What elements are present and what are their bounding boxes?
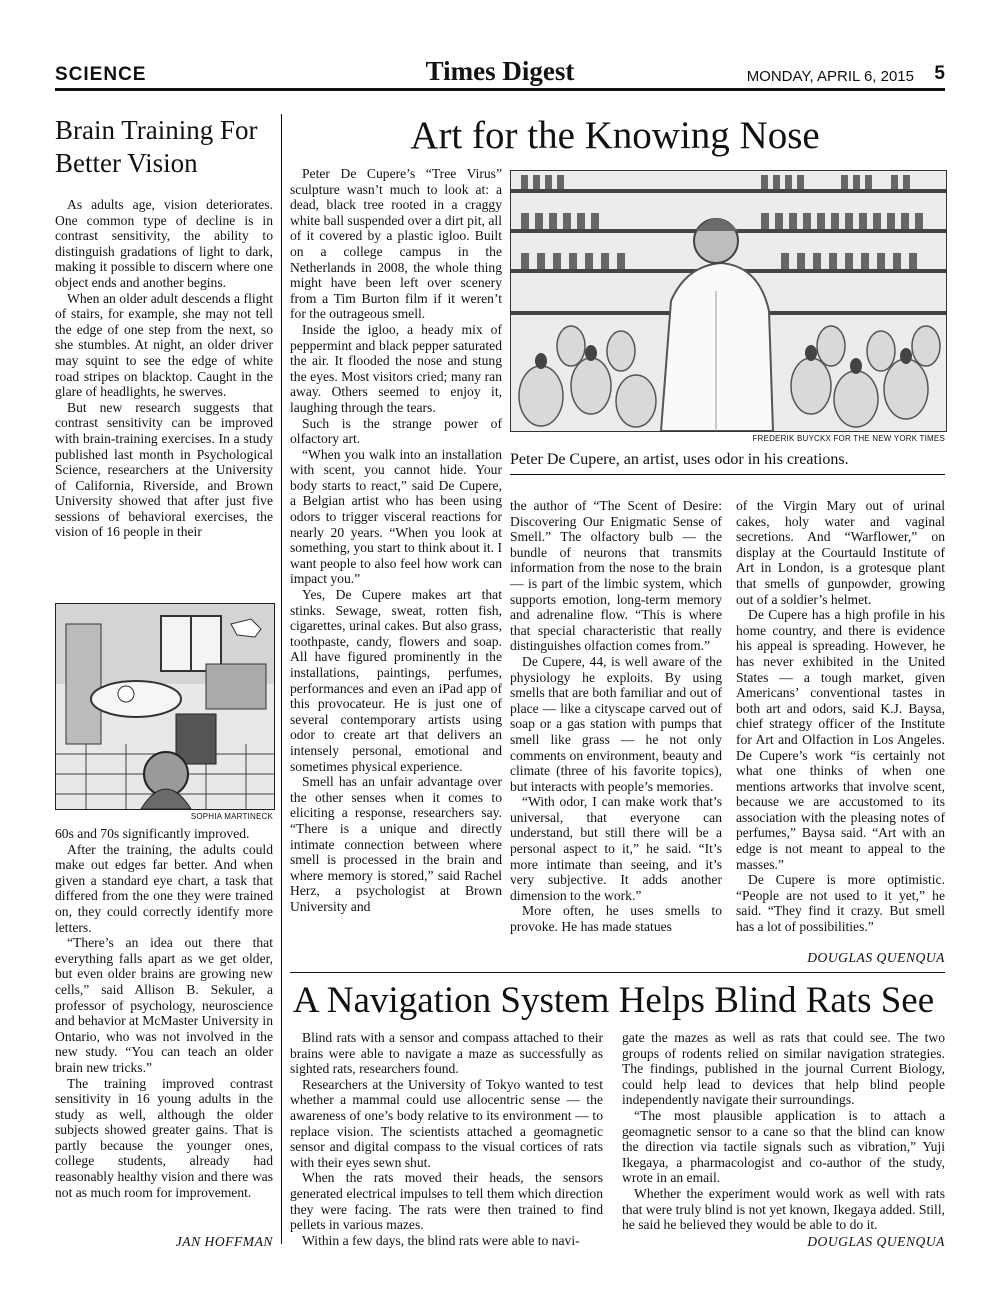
story1-paragraph: 60s and 70s significantly improved. [55, 826, 250, 841]
story3-paragraph: When the rats moved their heads, the sensors generated electrical impulses to tell them which direction they were facing. The rats were then trained to find pellets in various mazes. [290, 1170, 603, 1233]
story2-photo [510, 170, 947, 432]
story2-column-c [736, 498, 945, 935]
story2-paragraph: Peter De Cupere’s “Tree Virus” sculpture wasn’t much to look at: a dead, black tree rooted in a craggy white ball suspended over a dirt pit, all of it covered by a plastic igloo. Built on a college campus in the Netherlands in 2008, the whole thing might have been left over scenery from a Tim Burton film if it weren’t for the outrageous smell. [290, 166, 502, 322]
story2-paragraph: of the Virgin Mary out of urinal cakes, holy water and vaginal secretions. And “Warflower,” on display at the Courtauld Institute of Art in London, is a grotesque plant that smells of gunpowder, growing out of a soldier’s helmet. [736, 498, 945, 607]
story3-headline: A Navigation System Helps Blind Rats See [292, 980, 935, 1021]
story1-column-top [55, 197, 273, 540]
story3-paragraph: Blind rats with a sensor and compass attached to their brains were able to navigate a maze as successfully as sighted rats, researchers found. [290, 1030, 603, 1077]
story1-paragraph: After the training, the adults could make out edges far better. And when given a standard eye chart, a task that differed from the one they were trained on, they could correctly identify more letters. [55, 841, 273, 935]
story1-column-bottom [55, 826, 273, 1200]
story1-paragraph: When an older adult descends a flight of stairs, for example, she may not tell the edge of one step from the next, so she stumbles. At night, an older driver may squint to see the edge of white road stripes on blacktop. Caught in the glare of headlights, he swerves. [55, 290, 273, 400]
story2-paragraph: Such is the strange power of olfactory art. [290, 415, 502, 447]
story2-paragraph: “With odor, I can make work that’s universal, that everyone can understand, but still there will be a personal aspect to it,” he said. “It’s more intimate than seeing, and it’s very subjective. It adds another dimension to the work.” [510, 794, 722, 903]
story1-paragraph: “There’s an idea out there that everything falls apart as we get older, but even older brains are growing new cells,” said Allison B. Sekuler, a professor of psychology, neuroscience and behavior at McMaster University in Ontario, who was not involved in the new study. “You can teach an older brain new tricks.” [55, 935, 273, 1075]
story3-paragraph: Whether the experiment would work as well with rats that were truly blind is not yet known, Ikegaya added. Still, he said he believed they would be able to do it. [622, 1185, 945, 1233]
story3-byline: DOUGLAS QUENQUA [807, 1234, 945, 1249]
story1-paragraph: As adults age, vision deteriorates. One common type of decline is in contrast sensitivity, the ability to distinguish gradations of light to dark, making it possible to discern where one object ends and another begins. [55, 197, 273, 290]
story1-paragraph: But new research suggests that contrast sensitivity can be improved with brain-training exercises. In a study published last month in Psychological Science, researchers at the University of California, Riverside, and Brown University showed that after just five sessions of behavioral exercises, the vision of 16 people in their [55, 399, 273, 540]
story3-paragraph: gate the mazes as well as rats that could see. The two groups of rodents relied on similar navigation strategies. The findings, published in the journal Current Biology, could help lead to devices that help blind people independently navigate their surroundings. [622, 1030, 945, 1108]
story1-illustration [55, 603, 275, 810]
photo-caption: Peter De Cupere, an artist, uses odor in his creations. [510, 451, 849, 468]
story2-headline: Art for the Knowing Nose [410, 114, 820, 157]
story3-paragraph: Within a few days, the blind rats were able to navi- [302, 1232, 580, 1248]
story2-byline: DOUGLAS QUENQUA [807, 950, 945, 965]
story3-paragraph: Researchers at the University of Tokyo wanted to test whether a mammal could use allocentric sense — the awareness of one’s body relative to its environment — to replace vision. The scientists attached a geomagnetic sensor and digital compass to the visual cortices of rats with their eyes sewn shut. [290, 1076, 603, 1170]
story3-paragraph: “The most plausible application is to attach a geomagnetic sensor to a cane so that the blind can know the direction via tactile signals such as vibration,” Yuji Ikegaya, a pharmacologist and co-author of the study, wrote in an email. [622, 1107, 945, 1186]
story-divider [290, 972, 945, 973]
story2-paragraph: More often, he uses smells to provoke. He has made statues [510, 903, 722, 935]
issue-date: MONDAY, APRIL 6, 2015 [746, 68, 914, 85]
story2-column-a [290, 166, 502, 915]
header-rule [55, 88, 945, 91]
story2-column-b [510, 498, 722, 935]
elderly-person-illustration [56, 604, 274, 809]
story1-paragraph: The training improved contrast sensitivity in 16 young adults in the study as well, although the older subjects showed greater gains. That is partly because the younger ones, college students, already had reasonably healthy vision and there was not as much room for improvement. [55, 1075, 273, 1200]
story1-headline: Brain Training For Better Vision [55, 115, 258, 178]
story2-paragraph: the author of “The Scent of Desire: Discovering Our Enigmatic Sense of Smell.” The olfactory bulb — the bundle of neurons that transmits information from the nose to the brain — is part of the limbic system, which supports emotion, long-term memory and adrenaline flow. “This is where that special characteristic that really distinguishes olfaction comes from.” [510, 498, 722, 654]
photo-credit: FREDERIK BUYCKX FOR THE NEW YORK TIMES [752, 434, 945, 443]
story2-paragraph: “When you walk into an installation with scent, you cannot hide. Your body starts to react,” said De Cupere, a Belgian artist who has been using odors to trigger visceral reactions for nearly 20 years. “When you look at something, you start to think about it. I want people to also feel how work can impact you.” [290, 446, 502, 587]
story2-paragraph: De Cupere is more optimistic. “People are not used to it yet,” he said. “They find it crazy. But smell has a lot of possibilities.” [736, 872, 945, 935]
story2-paragraph: Yes, De Cupere makes art that stinks. Sewage, sweat, rotten fish, cigarettes, urinal cakes. But also grass, toothpaste, candy, flowers and soap. All have figured prominently in the installations, paintings, perfumes, performances and even an iPad app of this provocateur. He is just one of several contemporary artists using odor to create art that delivers an intensely personal, emotional and sometimes physical experience. [290, 587, 502, 774]
story2-paragraph: De Cupere, 44, is well aware of the physiology he exploits. By using smells that are both familiar and out of place — like a cityscape carved out of soap or a gas station with pumps that smell like grass — he not only comments on environment, beauty and climate (three of his favorite topics), but interacts with people’s memories. [510, 653, 722, 794]
story2-paragraph: De Cupere has a high profile in his home country, and there is evidence his appeal is spreading. However, he has never exhibited in the United States — a tough market, given Americans’ conventional tastes in both art and odors, said K.J. Baysa, chief strategy officer of the Institute for Art and Olfaction in Los Angeles. De Cupere’s work “is certainly not what one thinks of when one mentions artworks that involve scent, because we are accustomed to its association with the pleasing notes of perfumes,” Baysa said. “Art with an edge is not meant to appeal to the masses.” [736, 607, 945, 872]
story3-column-b [622, 1030, 945, 1233]
illustration-credit: SOPHIA MARTINECK [190, 812, 273, 821]
section-label: SCIENCE [55, 64, 147, 85]
perfume-lab-photo [511, 171, 946, 431]
story2-paragraph: Smell has an unfair advantage over the other senses when it comes to eliciting a response, researchers say. “There is a unique and directly intimate connection between where smell is processed in the brain and where memory is stored,” said Rachel Herz, a psychologist at Brown University and [290, 774, 502, 914]
story3-column-a [290, 1030, 603, 1248]
column-divider [281, 114, 282, 1244]
caption-rule [510, 474, 945, 475]
page-number: 5 [934, 63, 945, 84]
story1-byline: JAN HOFFMAN [175, 1234, 273, 1249]
story2-paragraph: Inside the igloo, a heady mix of peppermint and black pepper saturated the air. It flooded the nose and stung the eyes. Most visitors cried; many ran away. Others seemed to enjoy it, laughing through the tears. [290, 321, 502, 415]
masthead-logo: Times Digest [425, 56, 575, 86]
